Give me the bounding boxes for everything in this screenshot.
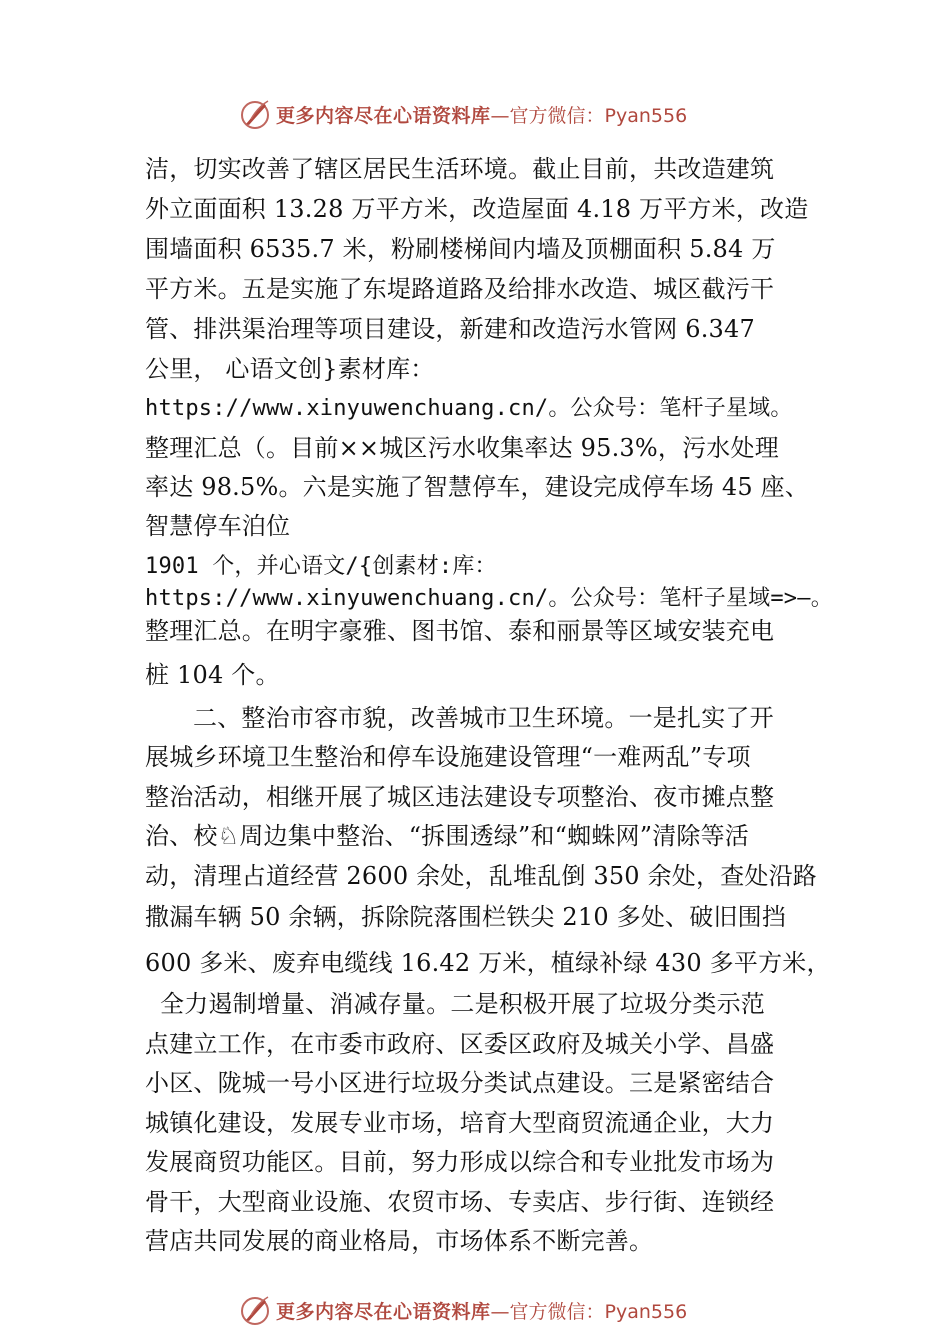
body-line: 发展商贸功能区。目前，努力形成以综合和专业批发市场为	[145, 1148, 775, 1176]
body-line: 平方米。五是实施了东堤路道路及给排水改造、城区截污干	[145, 275, 775, 303]
body-line: 600 多米、废弃电缆线 16.42 万米，植绿补绿 430 多平方米，	[145, 949, 831, 977]
body-line: 营店共同发展的商业格局，市场体系不断完善。	[145, 1227, 654, 1255]
body-line: 全力遏制增量、消减存量。二是积极开展了垃圾分类示范	[160, 990, 765, 1018]
body-line: 率达 98.5%。六是实施了智慧停车，建设完成停车场 45 座、	[145, 473, 810, 501]
body-line: 展城乡环境卫生整治和停车设施建设管理“一难两乱”专项	[145, 743, 751, 771]
body-line: 动，清理占道经营 2600 余处，乱堆乱倒 350 余处，查处沿路	[145, 862, 818, 890]
body-line: 围墙面积 6535.7 米，粉刷楼梯间内墙及顶棚面积 5.84 万	[145, 235, 776, 263]
body-line: 撒漏车辆 50 余辆，拆除院落围栏铁尖 210 多处、破旧围挡	[145, 903, 787, 931]
pen-quill-logo-icon	[238, 97, 272, 131]
paragraph-heading-line: 二、整治市容市貌，改善城市卫生环境。一是扎实了开	[193, 704, 774, 732]
header-banner-title: 更多内容尽在心语资料库	[276, 104, 491, 127]
body-line: 点建立工作，在市委市政府、区委区政府及城关小学、昌盛	[145, 1030, 775, 1058]
body-line: 智慧停车泊位	[145, 512, 291, 540]
body-line: 整理汇总。在明宇豪雅、图书馆、泰和丽景等区域安装充电	[145, 617, 775, 645]
body-line-url: https://www.xinyuwenchuang.cn/。公众号：笔杆子星域。	[145, 396, 793, 421]
body-line: 城镇化建设，发展专业市场，培育大型商贸流通企业，大力	[145, 1109, 775, 1137]
footer-banner	[238, 1292, 687, 1328]
header-banner-wechat: —官方微信：Pyan556	[490, 104, 688, 127]
body-line: 公里， 心语文创}素材库：	[145, 355, 435, 383]
body-line: 管、排洪渠治理等项目建设，新建和改造污水管网 6.347	[145, 315, 755, 343]
footer-banner-title: 更多内容尽在心语资料库	[276, 1300, 491, 1323]
body-line: 外立面面积 13.28 万平方米，改造屋面 4.18 万平方米，改造	[145, 195, 809, 223]
body-line: 整理汇总（。目前××城区污水收集率达 95.3%，污水处理	[145, 434, 779, 462]
body-line: 洁，切实改善了辖区居民生活环境。截止目前，共改造建筑	[145, 155, 775, 183]
body-line-url: https://www.xinyuwenchuang.cn/。公众号：笔杆子星域=>—。	[145, 586, 833, 611]
body-line: 整治活动，相继开展了城区违法建设专项整治、夜市摊点整	[145, 783, 775, 811]
body-line: 1901 个，并心语文/{创素材:库：	[145, 554, 497, 579]
body-line: 小区、陇城一号小区进行垃圾分类试点建设。三是紧密结合	[145, 1069, 775, 1097]
body-line: 桩 104 个。	[145, 661, 280, 689]
body-line: 骨干，大型商业设施、农贸市场、专卖店、步行街、连锁经	[145, 1188, 775, 1216]
footer-banner-wechat: —官方微信：Pyan556	[490, 1300, 688, 1323]
pen-quill-logo-icon	[238, 1293, 272, 1327]
body-line: 治、校♘周边集中整治、“拆围透绿”和“蜘蛛网”清除等活	[145, 822, 749, 850]
header-banner	[238, 96, 687, 132]
